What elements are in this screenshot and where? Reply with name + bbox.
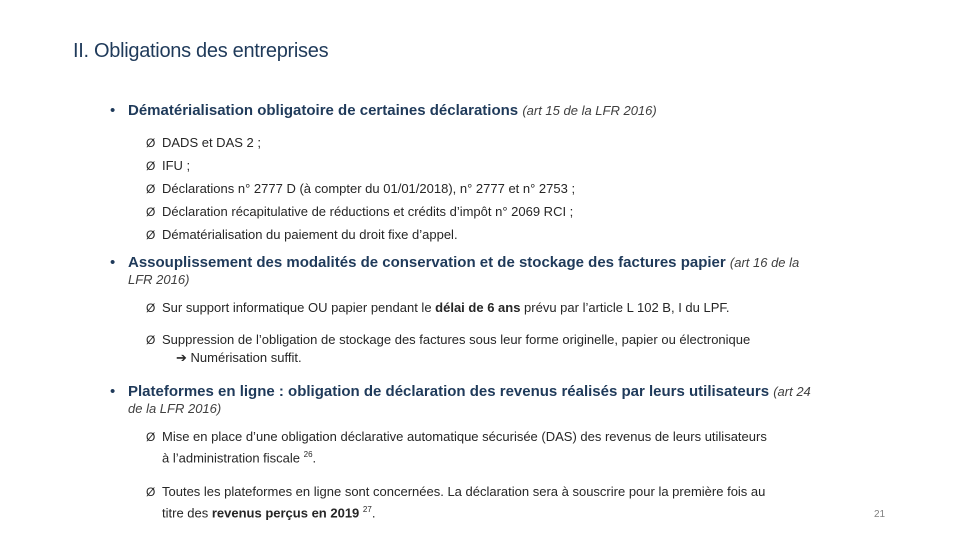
article-reference: (art 16 de la	[729, 255, 800, 270]
arrow-bullet-icon: Ø	[146, 485, 156, 500]
list-item: Ø Toutes les plateformes en ligne sont concernées. La déclaration sera à souscrire pour la première fois au	[146, 484, 766, 500]
list-item: Ø DADS et DAS 2 ;	[146, 135, 261, 150]
arrow-bullet-icon: Ø	[146, 228, 156, 242]
article-reference-cont: LFR 2016)	[128, 272, 190, 287]
list-item: Ø IFU ;	[146, 158, 191, 173]
page-number: 21	[874, 509, 886, 520]
slide-title: II. Obligations des entreprises	[73, 40, 329, 62]
article-reference-cont: de la LFR 2016)	[128, 401, 222, 416]
bullet-icon: •	[110, 254, 116, 271]
section-factures-papier	[110, 254, 910, 367]
sub-list	[110, 428, 910, 523]
heading-text: Assouplissement des modalités de conservation et de stockage des factures papier	[128, 254, 726, 271]
article-reference: (art 24	[773, 384, 811, 399]
arrow-bullet-icon: Ø	[146, 182, 156, 196]
sub-list	[110, 299, 910, 367]
section-heading	[110, 254, 910, 272]
section-heading	[110, 383, 910, 401]
bullet-icon: •	[110, 102, 116, 119]
heading-text: Dématérialisation obligatoire de certaines déclarations	[128, 102, 519, 119]
list-item-cont: à l’administration fiscale $^{26}$.	[162, 450, 317, 466]
arrow-bullet-icon: Ø	[146, 159, 156, 173]
list-item: Ø Déclaration récapitulative de réductions et crédits d’impôt n° 2069 RCI ;	[146, 204, 574, 219]
section-plateformes	[110, 383, 910, 523]
list-item: Ø Suppression de l’obligation de stockage des factures sous leur forme originelle, papier ou électronique	[146, 332, 751, 347]
arrow-bullet-icon: Ø	[146, 430, 156, 444]
article-reference: (art 15 de la LFR 2016)	[522, 103, 657, 118]
arrow-bullet-icon: Ø	[146, 301, 156, 315]
arrow-bullet-icon: Ø	[146, 205, 156, 219]
heading-text: Plateformes en ligne : obligation de déclaration des revenus réalisés par leurs utilisateurs	[128, 383, 770, 400]
list-item: Ø Dématérialisation du paiement du droit fixe d’appel.	[146, 227, 458, 242]
sub-list	[110, 134, 910, 244]
list-item: Ø Mise en place d’une obligation déclarative automatique sécurisée (DAS) des revenus de leurs utilisateurs	[146, 429, 767, 444]
section-dematerialisation	[110, 102, 910, 244]
right-arrow-icon: ➔	[176, 350, 187, 365]
list-item: Ø Déclarations n° 2777 D (à compter du 01/01/2018), n° 2777 et n° 2753 ;	[146, 181, 576, 196]
section-heading	[110, 102, 910, 120]
bullet-icon: •	[110, 383, 116, 400]
arrow-bullet-icon: Ø	[146, 333, 156, 347]
list-item-cont: titre des revenus perçus en 2019 $^{27}$.	[162, 505, 376, 521]
arrow-bullet-icon: Ø	[146, 136, 156, 150]
list-item-cont: ➔ Numérisation suffit.	[176, 350, 302, 365]
list-item: Ø Sur support informatique OU papier pendant le délai de 6 ans prévu par l’article L 102 B, I du LPF.	[146, 300, 730, 315]
